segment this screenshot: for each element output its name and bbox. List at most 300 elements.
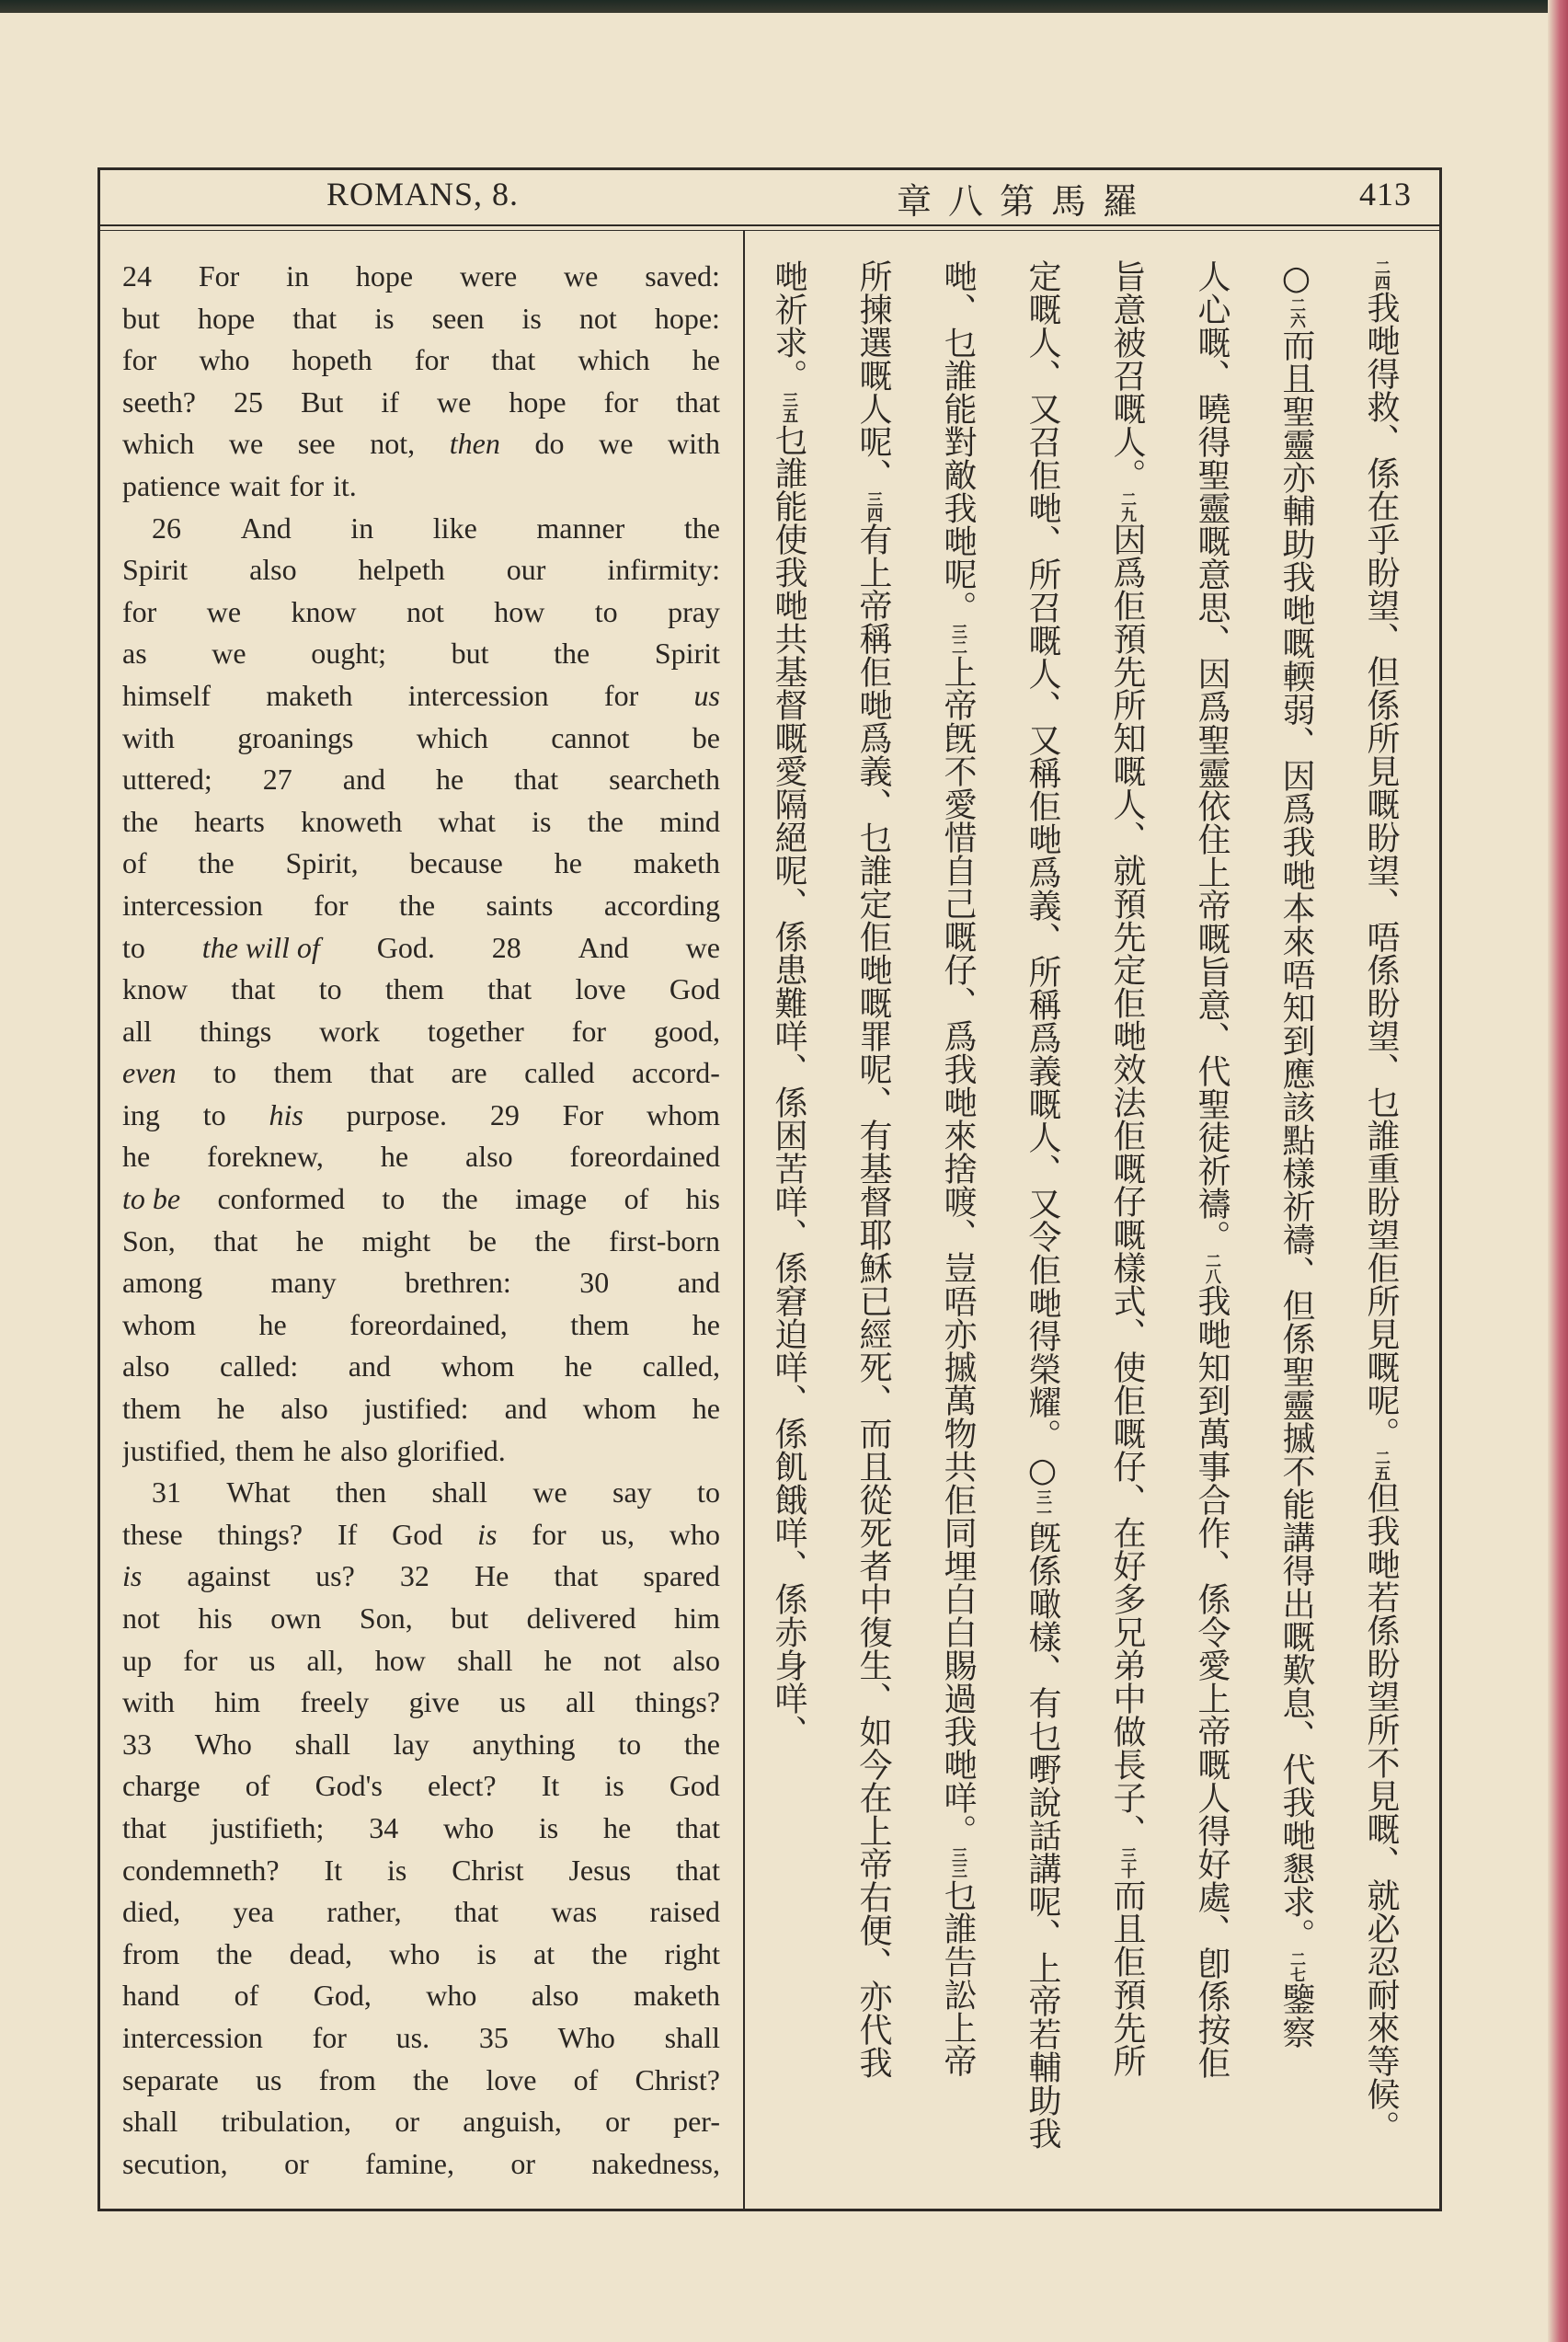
verse-number: 二六 <box>1287 297 1305 328</box>
word: love <box>486 2062 537 2096</box>
word: that <box>370 1056 415 1090</box>
word: and <box>348 1349 391 1383</box>
word: rather, <box>326 1895 402 1929</box>
italic-word: to be <box>122 1182 181 1216</box>
chinese-column <box>746 259 830 2182</box>
verse-number: 二九 <box>1117 491 1136 522</box>
word: But <box>301 385 344 419</box>
word: Spirit <box>654 637 720 671</box>
word: the <box>587 804 624 838</box>
chinese-text: 上帝旣不愛惜自己嘅仔、爲我哋來捨喥、豈唔亦摵萬物共佢同埋白白賜過我哋咩。 <box>939 655 977 1847</box>
word: pray <box>668 594 720 628</box>
word: that <box>487 972 532 1006</box>
word: but <box>451 1602 489 1635</box>
word: them <box>235 1433 294 1467</box>
text-line <box>122 885 720 927</box>
word: called <box>524 1056 595 1090</box>
chinese-text: 有上帝稱佢哋爲義、乜誰定佢哋嘅罪呢、有基督耶穌已經死、而且從死者中復生、如今在上帝右便、亦代我 <box>854 522 892 2079</box>
word: that <box>491 343 536 377</box>
text-line <box>122 1598 720 1640</box>
word: for <box>571 1014 607 1048</box>
text-line <box>122 256 720 298</box>
word: 32 <box>399 1559 429 1593</box>
word: also <box>280 1392 328 1426</box>
text-line <box>122 718 720 760</box>
chinese-text: 但我哋若係盼望所不見嘅、就必忍耐來等候。 <box>1362 1481 1400 2143</box>
word: conformed <box>217 1182 346 1216</box>
header-rule <box>97 224 1442 226</box>
word: be <box>692 720 720 754</box>
word: we <box>599 427 634 461</box>
text-line <box>122 969 720 1011</box>
text-line <box>122 298 720 340</box>
word: know <box>291 594 357 628</box>
word: or <box>284 2146 309 2180</box>
word: which <box>416 720 488 754</box>
word: elect? <box>428 1769 497 1803</box>
word: right <box>664 1936 720 1970</box>
italic-word: even <box>122 1056 177 1090</box>
word: we <box>532 1475 567 1510</box>
word: that <box>122 1810 166 1844</box>
word: that <box>292 301 338 335</box>
running-head-english: ROMANS, 8. <box>326 176 520 212</box>
word: in <box>350 511 374 545</box>
word: with <box>122 720 175 754</box>
word: spared <box>643 1559 720 1593</box>
verse-number: 二四 <box>1371 259 1390 291</box>
word: shall <box>431 1475 487 1510</box>
word: how <box>494 594 545 628</box>
word: nakedness, <box>591 2146 720 2180</box>
word: died, <box>122 1895 181 1929</box>
word: give <box>408 1685 460 1719</box>
word: hand <box>122 1979 180 2013</box>
chinese-text: 而且佢預先所 <box>1108 1878 1146 2077</box>
word: among <box>122 1266 203 1300</box>
word: for <box>603 678 639 712</box>
text-line <box>122 1975 720 2017</box>
page-right-edge <box>1548 0 1568 2342</box>
word: shall <box>457 1643 513 1677</box>
verse-number: 三四 <box>864 491 882 522</box>
word: groanings <box>237 720 354 754</box>
chinese-text: 因爲佢預先所知嘅人、就預先定佢哋效法佢嘅仔嘅樣式、使佢嘅仔、在好多兄弟中做長子、 <box>1108 522 1146 1847</box>
chinese-text: 哋、乜誰能對敵我哋呢。 <box>939 259 977 624</box>
italic-word: his <box>269 1097 303 1131</box>
word: that <box>213 1223 258 1257</box>
word: searcheth <box>609 763 720 797</box>
text-line <box>122 382 720 424</box>
word: also <box>672 1643 720 1677</box>
word: might <box>361 1223 431 1257</box>
text-line <box>122 1640 720 1682</box>
word: saints <box>486 888 554 922</box>
word: not <box>122 1602 160 1635</box>
word: say <box>612 1475 652 1510</box>
chinese-text: 人心嘅、曉得聖靈嘅意思、因爲聖靈依住上帝嘅旨意、代聖徒祈禱。 <box>1193 259 1230 1253</box>
word: God <box>669 1769 720 1803</box>
word: all <box>122 1014 152 1048</box>
word: hope <box>509 385 567 419</box>
word: the <box>591 1936 628 1970</box>
word: freely <box>300 1685 370 1719</box>
word: 26 <box>152 511 181 545</box>
word: the <box>441 1182 478 1216</box>
word: to <box>213 1056 237 1090</box>
word: who <box>389 1936 441 1970</box>
word: was <box>551 1895 598 1929</box>
word: anguish, <box>463 2105 562 2139</box>
word: 27 <box>262 763 292 797</box>
word: patience <box>122 468 221 502</box>
page-top-edge <box>0 0 1568 13</box>
word: is <box>374 301 395 335</box>
word: that <box>676 385 720 419</box>
word: for <box>532 1517 567 1551</box>
word: up <box>122 1643 152 1677</box>
word: uttered; <box>122 763 212 797</box>
text-line <box>122 1808 720 1850</box>
word: foreordained <box>569 1140 720 1174</box>
word: of <box>624 1182 649 1216</box>
word: foreknew, <box>207 1140 324 1174</box>
word: condemneth? <box>122 1853 280 1887</box>
text-line <box>122 801 720 844</box>
word: to <box>382 1182 406 1216</box>
word: if <box>381 385 399 419</box>
word: were <box>459 259 518 293</box>
word: 34 <box>369 1810 399 1844</box>
word: also <box>122 1349 170 1383</box>
text-line <box>122 1011 720 1053</box>
word: intercession <box>407 678 549 712</box>
word: for <box>122 343 157 377</box>
word: also <box>340 1433 388 1467</box>
running-head-chinese: 章八第馬羅 <box>897 181 1155 222</box>
word: hope <box>355 259 414 293</box>
word: not <box>603 1643 642 1677</box>
text-line <box>122 1304 720 1347</box>
word: we <box>436 385 472 419</box>
word: is <box>387 1853 407 1887</box>
word: which <box>122 427 195 461</box>
word: he <box>554 846 582 880</box>
word: our <box>506 553 546 587</box>
word: and <box>342 763 385 797</box>
word: is <box>532 804 552 838</box>
word: For <box>198 259 240 293</box>
word: dead, <box>289 1936 353 1970</box>
word: like <box>432 511 477 545</box>
word: us <box>499 1685 526 1719</box>
word: he <box>544 1643 572 1677</box>
page-number: 413 <box>1359 176 1412 212</box>
word: Christ <box>452 1853 524 1887</box>
word: himself <box>122 678 211 712</box>
text-line <box>122 1724 720 1766</box>
word: shall <box>122 2105 178 2139</box>
text-line <box>122 591 720 634</box>
word: intercession <box>122 2020 263 2054</box>
word: maketh <box>633 846 720 880</box>
word: who <box>426 1979 477 2013</box>
word: own <box>270 1602 322 1635</box>
text-line <box>122 2143 720 2186</box>
word: be <box>468 1223 497 1257</box>
word: is <box>538 1810 559 1844</box>
word: from <box>122 1936 180 1970</box>
word: to <box>618 1727 642 1761</box>
text-line <box>122 633 720 675</box>
text-line <box>122 423 720 465</box>
word: the <box>198 846 235 880</box>
word: called, <box>642 1349 720 1383</box>
word: to <box>318 972 342 1006</box>
word: seen <box>431 301 485 335</box>
chinese-text: 我哋知到萬事合作、係令愛上帝嘅人得好處、卽係按佢 <box>1193 1284 1230 2079</box>
chinese-text: 所揀選嘅人呢、 <box>854 259 892 491</box>
word: God's <box>315 1769 383 1803</box>
word: Jesus <box>568 1853 632 1887</box>
word: is <box>521 301 542 335</box>
word: for <box>122 594 157 628</box>
chinese-text: 我哋得救、係在乎盼望、但係所見嘅盼望、唔係盼望、乜誰重盼望佢所見嘅呢。 <box>1362 291 1400 1450</box>
word: the <box>534 1223 571 1257</box>
word: these <box>122 1517 183 1551</box>
word: maketh <box>633 1979 720 2013</box>
word: do <box>534 427 565 461</box>
word: wait <box>229 468 280 502</box>
word: maketh <box>266 678 353 712</box>
word: he <box>603 1810 632 1844</box>
word: He <box>474 1559 509 1593</box>
word: with <box>668 427 720 461</box>
word: 30 <box>579 1266 610 1300</box>
word: the <box>554 637 590 671</box>
text-line <box>122 1178 720 1221</box>
verse-number: 二五 <box>1371 1450 1390 1481</box>
word: also <box>531 1979 579 2013</box>
chinese-column <box>1169 259 1253 2182</box>
word: of <box>573 2062 599 2096</box>
word: called: <box>220 1349 299 1383</box>
word: that <box>675 1810 720 1844</box>
word: 29 <box>489 1097 520 1131</box>
chinese-text: 鑒察 <box>1277 1982 1315 2049</box>
word: to <box>202 1097 226 1131</box>
text-line <box>122 1136 720 1178</box>
word: hopeth <box>292 343 372 377</box>
word: all <box>566 1685 596 1719</box>
word: for <box>289 468 324 502</box>
word: It <box>541 1769 560 1803</box>
word: shall <box>664 2020 720 2054</box>
word: infirmity: <box>607 553 720 587</box>
word: whom <box>582 1392 657 1426</box>
text-line <box>122 927 720 970</box>
word: 25 <box>234 385 264 419</box>
word: we <box>228 427 264 461</box>
text-line <box>122 2060 720 2102</box>
word: Spirit, <box>285 846 359 880</box>
word: anything <box>472 1727 576 1761</box>
word: Who <box>557 2020 615 2054</box>
chinese-column <box>1000 259 1084 2182</box>
word: in <box>286 259 310 293</box>
word: him <box>214 1685 261 1719</box>
word: the <box>122 804 159 838</box>
word: he <box>435 763 464 797</box>
chinese-text: 哋祈求。 <box>770 259 807 392</box>
word: justified, <box>122 1433 226 1467</box>
word: seeth? <box>122 385 196 419</box>
word: that <box>454 1895 498 1929</box>
verse-number: 三五 <box>779 392 797 423</box>
word: he <box>122 1140 151 1174</box>
word: work <box>319 1014 380 1048</box>
text-line <box>122 1514 720 1556</box>
text-line <box>122 1682 720 1724</box>
word: for <box>312 2020 347 2054</box>
word: us. <box>395 2020 430 2054</box>
word: glorified. <box>396 1433 506 1467</box>
italic-word: then <box>449 427 500 461</box>
word: of <box>122 846 147 880</box>
word: ought; <box>311 637 386 671</box>
verse-number: 二八 <box>1202 1253 1220 1284</box>
word: who <box>199 343 250 377</box>
word: the <box>399 888 436 922</box>
word: is <box>476 1936 497 1970</box>
word: we <box>212 637 246 671</box>
word: together <box>427 1014 524 1048</box>
word: first-born <box>609 1223 720 1257</box>
word: 28 <box>491 930 521 964</box>
verse-number: 三十 <box>1117 1847 1136 1878</box>
verse-number: 三二 <box>948 624 967 655</box>
word: them <box>570 1307 630 1341</box>
word: his <box>198 1602 233 1635</box>
chinese-column <box>1338 259 1423 2182</box>
verse-number: 三三 <box>948 1847 967 1878</box>
word: whom <box>646 1097 720 1131</box>
word: God. <box>376 930 435 964</box>
chinese-column <box>830 259 915 2182</box>
chinese-text: 旨意被召嘅人。 <box>1108 259 1146 491</box>
italic-word: the will of <box>201 930 320 964</box>
chinese-text: 而且聖靈亦輔助我哋嘅輭弱、因爲我哋本來唔知到應該點樣祈禱、但係聖靈摵不能講得出嘅歎息、代我哋懇求。 <box>1277 328 1315 1951</box>
word: at <box>533 1936 555 1970</box>
word: he <box>217 1392 246 1426</box>
text-line <box>122 2101 720 2143</box>
word: for <box>414 343 450 377</box>
word: also <box>249 553 297 587</box>
chinese-text: 乜誰能使我哋共基督嘅愛隔絕呢、係患難咩、係困苦咩、係窘迫咩、係飢餓咩、係赤身咩、 <box>770 423 807 1748</box>
text-line <box>122 1388 720 1430</box>
text-line <box>122 465 720 508</box>
word: not <box>578 301 617 335</box>
word: brethren: <box>405 1266 511 1300</box>
word: good, <box>653 1014 720 1048</box>
word: or <box>510 2146 536 2180</box>
text-line <box>122 1472 720 1514</box>
word: Who <box>194 1727 252 1761</box>
word: the <box>413 2062 450 2096</box>
word: who <box>442 1810 495 1844</box>
word: separate <box>122 2062 219 2096</box>
text-line <box>122 508 720 550</box>
word: the <box>683 511 720 545</box>
word: love <box>575 972 626 1006</box>
word: God <box>392 1517 443 1551</box>
word: for <box>314 888 349 922</box>
chinese-text: 旣係噉樣、有乜嘢說話講呢、上帝若輔助我 <box>1024 1521 1061 2150</box>
word: charge <box>122 1769 200 1803</box>
word: them <box>384 972 444 1006</box>
word: not, <box>370 427 416 461</box>
word: whom <box>441 1349 515 1383</box>
word: we <box>564 259 599 293</box>
word: What <box>226 1475 291 1510</box>
word: delivered <box>526 1602 636 1635</box>
text-line <box>122 549 720 591</box>
word: mind <box>659 804 720 838</box>
word: that <box>675 1853 720 1887</box>
chinese-text-column <box>746 259 1423 2182</box>
italic-word: us <box>693 678 720 712</box>
word: we <box>685 930 720 964</box>
text-line <box>122 1765 720 1808</box>
word: cannot <box>551 720 630 754</box>
word: according <box>603 888 720 922</box>
word: the <box>683 1727 720 1761</box>
word: he <box>692 343 720 377</box>
text-line <box>122 1095 720 1137</box>
word: them <box>273 1056 333 1090</box>
word: hope: <box>654 301 720 335</box>
italic-word: is <box>477 1517 498 1551</box>
word: know <box>122 972 189 1006</box>
text-line <box>122 1934 720 1976</box>
word: them <box>122 1392 181 1426</box>
word: also <box>465 1140 513 1174</box>
word: God, <box>313 1979 372 2013</box>
text-line <box>122 1556 720 1598</box>
word: God <box>669 972 720 1006</box>
word: of <box>234 1979 259 2013</box>
word: ing <box>122 1097 160 1131</box>
word: that <box>554 1559 599 1593</box>
word: intercession <box>122 888 263 922</box>
word: and <box>677 1266 720 1300</box>
word: things? <box>635 1685 720 1719</box>
word: to <box>697 1475 720 1510</box>
chinese-text: ○ <box>1277 259 1315 297</box>
word: justified: <box>363 1392 469 1426</box>
word: famine, <box>365 2146 454 2180</box>
word: manner <box>536 511 625 545</box>
word: foreordained, <box>349 1307 508 1341</box>
word: not <box>406 594 444 628</box>
word: hope <box>197 301 256 335</box>
word: him <box>674 1602 720 1635</box>
word: because <box>409 846 503 880</box>
text-line <box>122 1430 720 1473</box>
word: against <box>187 1559 271 1593</box>
word: to <box>594 594 618 628</box>
text-line <box>122 675 720 718</box>
